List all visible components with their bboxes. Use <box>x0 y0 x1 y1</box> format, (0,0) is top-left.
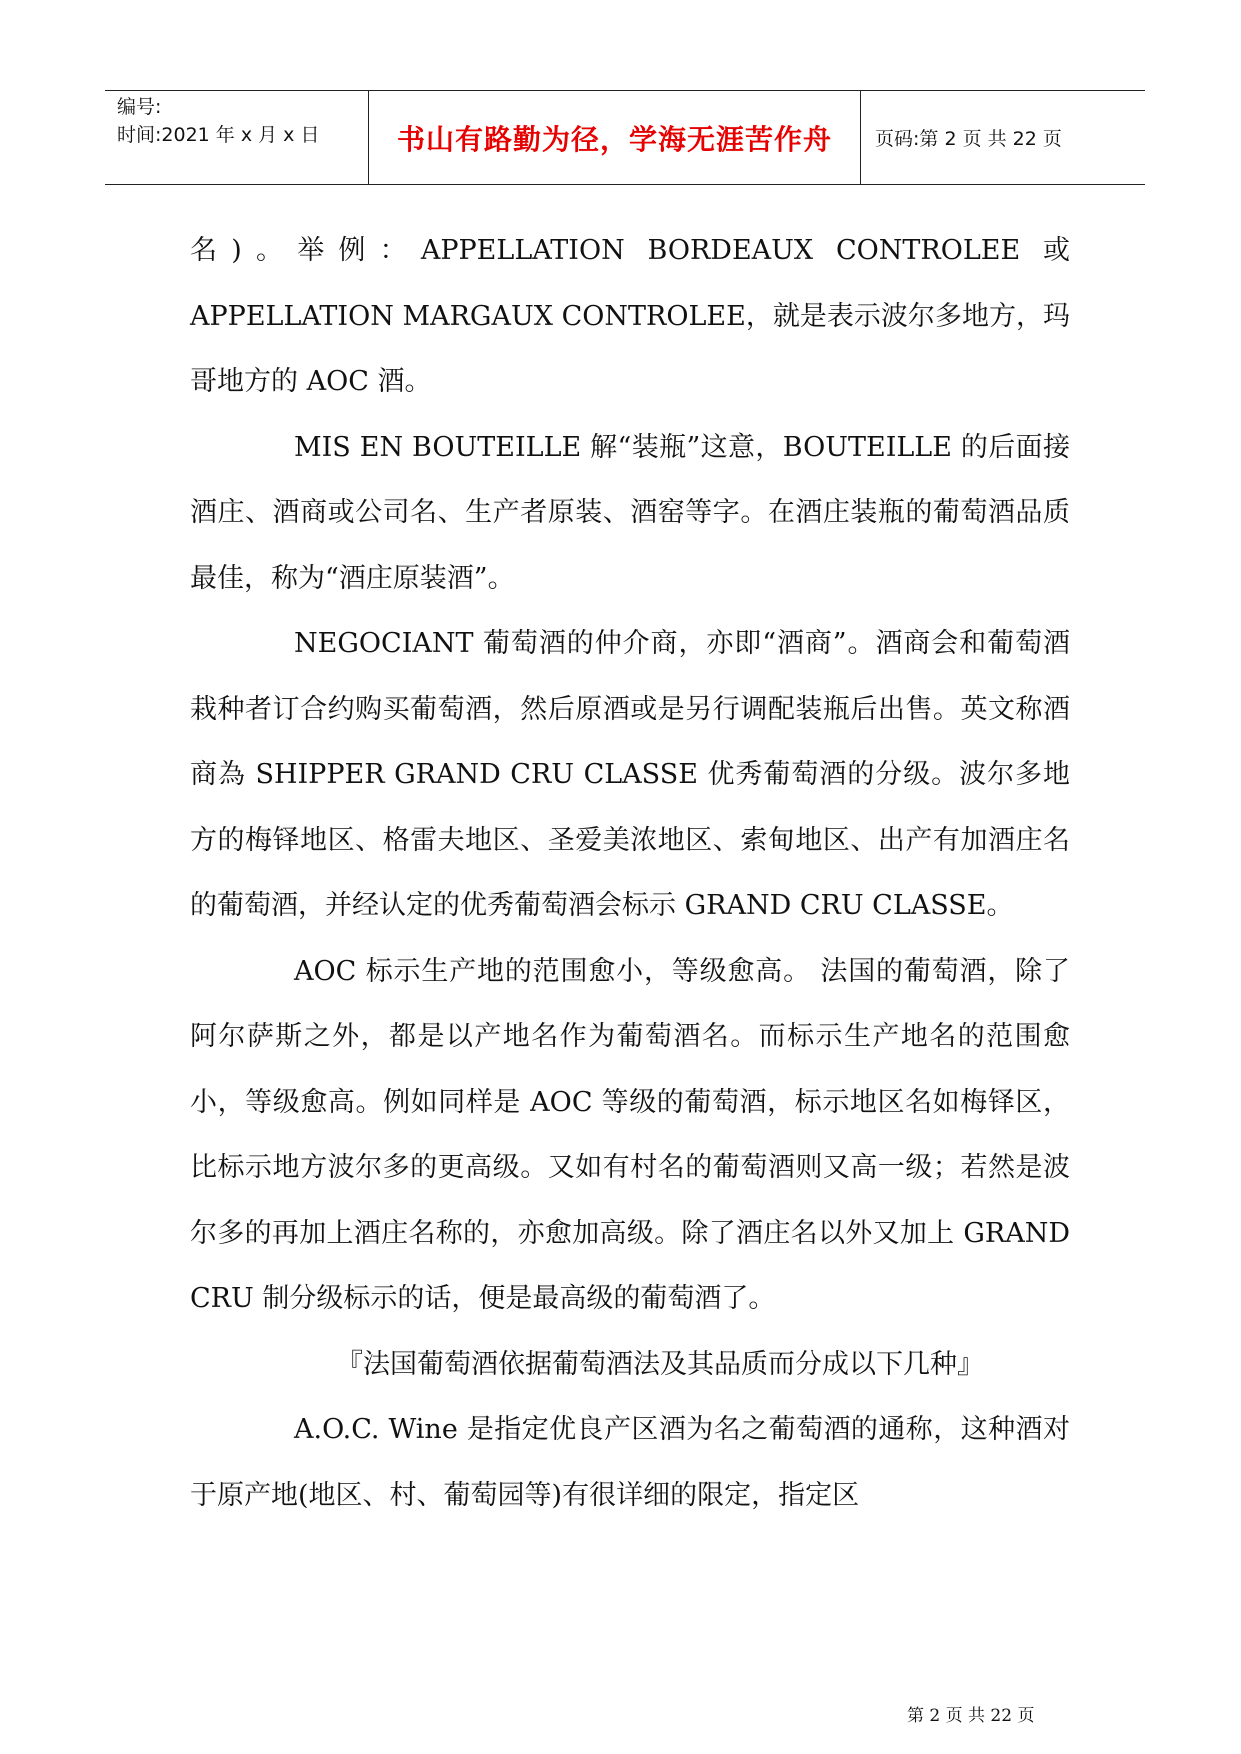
section-heading: 『法国葡萄酒依据葡萄酒法及其品质而分成以下几种』 <box>336 1348 984 1380</box>
paragraph: MIS EN BOUTEILLE 解“装瓶”这意，BOUTEILLE 的后面接酒庄、酒商或公司名、生产者原装、酒窑等字。在酒庄装瓶的葡萄酒品质最佳，称为“酒庄原装酒”。 <box>190 431 1070 594</box>
footer-page-number: 第 2 页 共 22 页 <box>907 1706 1035 1726</box>
header-info-cell <box>105 91 369 184</box>
paragraph: A.O.C. Wine 是指定优良产区酒为名之葡萄酒的通称，这种酒对于原产地(地区、村、葡萄园等)有很详细的限定，指定区 <box>190 1414 1070 1511</box>
paragraph: AOC 标示生产地的范围愈小，等级愈高。 法国的葡萄酒，除了阿尔萨斯之外，都是以产地名作为葡萄酒名。而标示生产地名的范围愈小，等级愈高。例如同样是 AOC 等级的葡萄酒，标示地区名如梅铎区，比标示地方波尔多的更高级。又如有村名的葡萄酒则又高一级；若然是波尔多的再加上酒庄名称的，亦愈加高级。除了酒庄名以外又加上 GRAND CRU 制分级标示的话，便是最高级的葡萄酒了。 <box>190 955 1070 1314</box>
page-header <box>105 90 1145 185</box>
paragraph: 名)。举例：APPELLATION BORDEAUX CONTROLEE 或 APPELLATION MARGAUX CONTROLEE，就是表示波尔多地方，玛哥地方的 AOC 酒。 <box>190 235 1070 397</box>
header-page-code: 页码:第 2 页 共 22 页 <box>875 128 1062 150</box>
document-time-label: 时间:2021 年 x 月 x 日 <box>117 124 320 146</box>
document-body <box>190 218 1070 1528</box>
header-motto: 书山有路勤为径，学海无涯苦作舟 <box>369 91 861 184</box>
document-number-label: 编号: <box>117 96 162 118</box>
paragraph: NEGOCIANT 葡萄酒的仲介商，亦即“酒商”。酒商会和葡萄酒栽种者订合约购买葡萄酒，然后原酒或是另行调配装瓶后出售。英文称酒商為 SHIPPER GRAND CRU CLASSE 优秀葡萄酒的分级。波尔多地方的梅铎地区、格雷夫地区、圣爱美浓地区、索甸地区、出产有加酒庄名的葡萄酒，并经认定的优秀葡萄酒会标示 GRAND CRU CLASSE。 <box>190 628 1070 921</box>
